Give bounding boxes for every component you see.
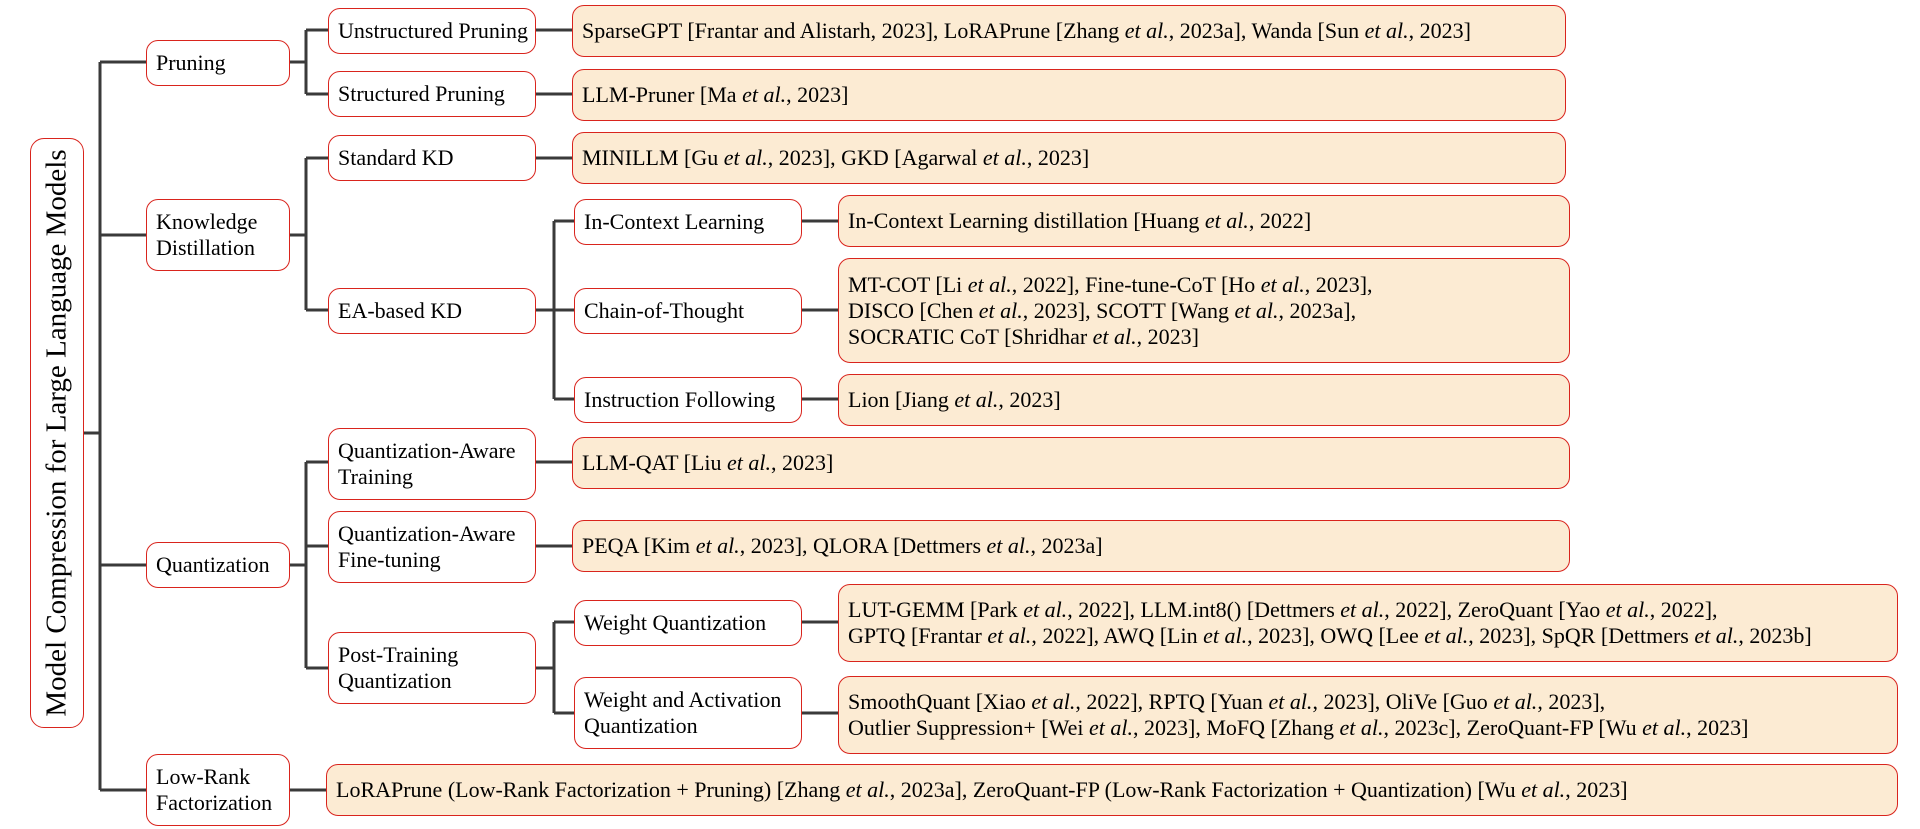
leaf-segment: LLM-Pruner [Ma (582, 82, 743, 107)
leaf-line (582, 82, 848, 108)
leaf-segment: et al. (1424, 623, 1469, 648)
leaf-chain-of-thought (838, 258, 1570, 363)
category-pruning (146, 40, 290, 86)
category-kd-label (156, 209, 257, 261)
leaf-segment: et al. (1124, 18, 1169, 43)
leaf-segment: , 2023], (1304, 271, 1373, 297)
leaf-segment: et al. (967, 271, 1012, 297)
subcategory-qaf (328, 511, 536, 583)
leaf-line (848, 689, 1748, 715)
leaf-segment: , 2023b] (1738, 623, 1812, 648)
leaf-segment: et al. (1364, 18, 1409, 43)
leaf-line (848, 623, 1812, 649)
category-lowrank-label (156, 764, 272, 816)
leaf-segment: et al. (727, 450, 772, 475)
subcategory-icl-label: In-Context Learning (584, 209, 765, 234)
subcategory-qaf-line-2: Fine-tuning (338, 547, 441, 572)
leaf-segment: et al. (845, 777, 890, 802)
leaf-segment: , 2022], RPTQ [Yuan (1075, 689, 1269, 714)
leaf-segment: , 2023] (998, 387, 1061, 412)
leaf-line (582, 145, 1089, 171)
leaf-segment: Outlier Suppression+ [Wei (848, 715, 1089, 740)
leaf-structured-text (582, 82, 848, 108)
leaf-segment: , 2023], OliVe [Guo (1312, 689, 1494, 714)
subcategory-standard-kd-label: Standard KD (338, 145, 454, 170)
leaf-standard-kd-text (582, 145, 1089, 171)
leaf-instruction-following (838, 374, 1570, 426)
category-kd-line-2: Distillation (156, 235, 255, 260)
leaf-structured-pruning (572, 69, 1566, 121)
leaf-segment: LUT-GEMM [Park (848, 597, 1024, 622)
leaf-segment: , 2023], SpQR [Dettmers (1468, 623, 1695, 648)
leaf-segment: et al. (1031, 689, 1076, 714)
subcategory-structured-label: Structured Pruning (338, 81, 505, 106)
leaf-line (848, 387, 1061, 413)
leaf-segment: PEQA [Kim (582, 533, 696, 558)
leaf-segment: et al. (1023, 597, 1068, 622)
leaf-segment: et al. (1234, 297, 1279, 323)
leaf-segment: et al. (954, 387, 999, 412)
leaf-segment: MT-COT [Li (848, 271, 968, 297)
leaf-qat (572, 437, 1570, 489)
category-lowrank-line-2: Factorization (156, 790, 273, 815)
leaf-segment: , 2023], MoFQ [Zhang (1133, 715, 1340, 740)
leaf-line (848, 298, 1373, 324)
leaf-qaf-text (582, 533, 1103, 559)
leaf-line (582, 18, 1471, 44)
leaf-line (848, 597, 1812, 623)
leaf-line (848, 272, 1373, 298)
subcategory-weight-activation-quantization (574, 677, 802, 749)
leaf-segment: SOCRATIC CoT [Shridhar (848, 323, 1093, 349)
subcategory-qaf-label (338, 521, 516, 573)
category-quantization (146, 542, 290, 588)
leaf-segment: SmoothQuant [Xiao (848, 689, 1032, 714)
leaf-segment: SparseGPT [Frantar and Alistarh, 2023], LoRAPrune [Zhang (582, 18, 1125, 43)
leaf-line (582, 450, 833, 476)
subcategory-qat-label (338, 438, 516, 490)
leaf-segment: , 2023a], Wanda [Sun (1168, 18, 1365, 43)
leaf-segment: GPTQ [Frantar (848, 623, 988, 648)
leaf-segment: et al. (1493, 689, 1538, 714)
subcategory-ptq-line-2: Quantization (338, 668, 452, 693)
subcategory-unstructured-pruning (328, 8, 536, 54)
leaf-segment: , 2022], Fine-tune-CoT [Ho (1011, 271, 1261, 297)
subcategory-unstructured-label: Unstructured Pruning (338, 18, 529, 43)
subcategory-ptq-line-1: Post-Training (338, 642, 459, 667)
leaf-qaf (572, 520, 1570, 572)
subcategory-qat-line-2: Training (338, 464, 413, 489)
leaf-icl-text (848, 208, 1311, 234)
leaf-line (848, 715, 1748, 741)
subcategory-structured-pruning (328, 71, 536, 117)
leaf-low-rank-factorization (326, 764, 1898, 816)
leaf-segment: et al. (1339, 715, 1384, 740)
subcategory-in-context-learning (574, 199, 802, 245)
leaf-line (848, 208, 1311, 234)
subcategory-cot-label: Chain-of-Thought (584, 298, 745, 323)
leaf-segment: , 2022] (1248, 208, 1312, 233)
leaf-segment: , 2023a] (1030, 533, 1103, 558)
category-quant-label: Quantization (156, 552, 270, 577)
subcategory-instr-label: Instruction Following (584, 387, 776, 412)
subcategory-qaf-line-1: Quantization-Aware (338, 521, 516, 546)
leaf-segment: et al. (1268, 689, 1313, 714)
subcategory-chain-of-thought (574, 288, 802, 334)
leaf-waq-text (848, 689, 1748, 741)
category-lowrank-line-1: Low-Rank (156, 764, 251, 789)
leaf-segment: et al. (742, 82, 787, 107)
leaf-segment: , 2023], SCOTT [Wang (1022, 297, 1235, 323)
category-knowledge-distillation (146, 199, 290, 271)
category-kd-line-1: Knowledge (156, 209, 258, 234)
root-label: Model Compression for Large Language Models (40, 149, 73, 717)
subcategory-wq-label: Weight Quantization (584, 610, 767, 635)
leaf-segment: , 2022], LLM.int8() [Dettmers (1067, 597, 1341, 622)
subcategory-waq-line-2: Quantization (584, 713, 698, 738)
leaf-segment: , 2022], ZeroQuant [Yao (1384, 597, 1606, 622)
leaf-segment: LoRAPrune (Low-Rank Factorization + Pruning) [Zhang (336, 777, 846, 802)
subcategory-qat-line-1: Quantization-Aware (338, 438, 516, 463)
leaf-segment: , 2023] (1686, 715, 1749, 740)
leaf-segment: et al. (723, 145, 768, 170)
subcategory-instruction-following (574, 377, 802, 423)
leaf-segment: et al. (1694, 623, 1739, 648)
leaf-segment: et al. (1642, 715, 1687, 740)
leaf-segment: et al. (1203, 623, 1248, 648)
category-pruning-label: Pruning (156, 50, 226, 75)
leaf-weight-quantization (838, 584, 1898, 662)
leaf-unstructured-text (582, 18, 1471, 44)
leaf-segment: Lion [Jiang (848, 387, 955, 412)
subcategory-qat (328, 428, 536, 500)
leaf-segment: , 2022], AWQ [Lin (1031, 623, 1204, 648)
leaf-segment: et al. (695, 533, 740, 558)
leaf-segment: , 2023], QLORA [Dettmers (739, 533, 987, 558)
leaf-segment: et al. (978, 297, 1023, 323)
leaf-cot-text (848, 272, 1373, 350)
leaf-segment: et al. (1260, 271, 1305, 297)
leaf-segment: , 2023] (1408, 18, 1471, 43)
category-low-rank-factorization (146, 754, 290, 826)
leaf-segment: , 2023a], ZeroQuant-FP (Low-Rank Factorization + Quantization) [Wu (889, 777, 1522, 802)
leaf-instr-text (848, 387, 1061, 413)
leaf-segment: LLM-QAT [Liu (582, 450, 728, 475)
leaf-segment: , 2023a], (1278, 297, 1357, 323)
subcategory-ptq-label (338, 642, 458, 694)
leaf-segment: , 2023] (1136, 323, 1199, 349)
leaf-standard-kd (572, 132, 1566, 184)
leaf-segment: , 2023] (771, 450, 834, 475)
leaf-segment: et al. (1204, 208, 1249, 233)
leaf-in-context-learning (838, 195, 1570, 247)
leaf-segment: In-Context Learning distillation [Huang (848, 208, 1205, 233)
leaf-segment: , 2023], (1537, 689, 1606, 714)
subcategory-weight-quantization (574, 600, 802, 646)
leaf-line (336, 777, 1628, 803)
leaf-segment: DISCO [Chen (848, 297, 979, 323)
leaf-segment: , 2023] (1026, 145, 1090, 170)
leaf-segment: et al. (1092, 323, 1137, 349)
leaf-segment: et al. (1089, 715, 1133, 740)
leaf-segment: et al. (1521, 777, 1566, 802)
leaf-segment: , 2023c], ZeroQuant-FP [Wu (1383, 715, 1643, 740)
leaf-segment: , 2022], (1649, 597, 1718, 622)
leaf-segment: et al. (1340, 597, 1385, 622)
leaf-wq-text (848, 597, 1812, 649)
subcategory-ea-kd-label: EA-based KD (338, 298, 463, 323)
leaf-segment: et al. (1605, 597, 1650, 622)
subcategory-waq-label (584, 687, 781, 739)
leaf-unstructured-pruning (572, 5, 1566, 57)
leaf-segment: , 2023] (1565, 777, 1628, 802)
subcategory-ptq (328, 632, 536, 704)
leaf-line (848, 324, 1373, 350)
subcategory-standard-kd (328, 135, 536, 181)
subcategory-waq-line-1: Weight and Activation (584, 687, 782, 712)
leaf-segment: et al. (982, 145, 1027, 170)
leaf-weight-activation-quantization (838, 676, 1898, 754)
leaf-segment: , 2023] (786, 82, 849, 107)
leaf-segment: , 2023], OWQ [Lee (1247, 623, 1425, 648)
leaf-segment: et al. (986, 533, 1031, 558)
leaf-line (582, 533, 1103, 559)
leaf-lowrank-text (336, 777, 1628, 803)
leaf-segment: et al. (987, 623, 1032, 648)
leaf-segment: MINILLM [Gu (582, 145, 724, 170)
leaf-qat-text (582, 450, 833, 476)
leaf-segment: , 2023], GKD [Agarwal (767, 145, 983, 170)
subcategory-ea-based-kd (328, 288, 536, 334)
